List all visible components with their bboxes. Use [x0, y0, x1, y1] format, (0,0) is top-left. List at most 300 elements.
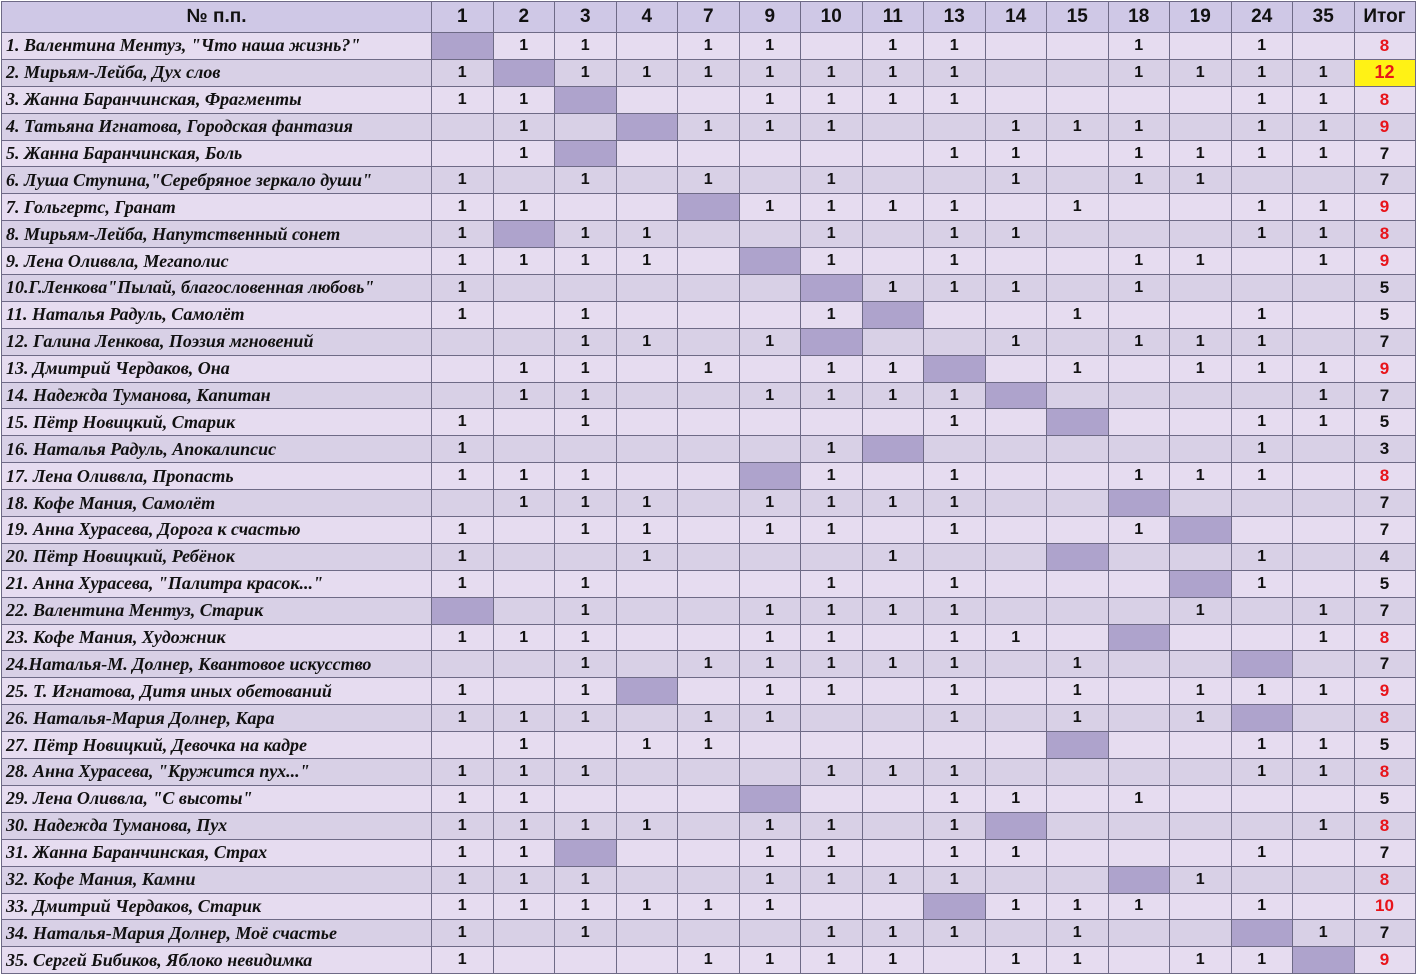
- vote-cell: [739, 543, 801, 570]
- vote-cell: [1108, 732, 1170, 759]
- vote-cell: [924, 167, 986, 194]
- vote-cell: 1: [739, 893, 801, 920]
- entry-name: 34. Наталья-Мария Долнер, Моё счастье: [2, 920, 432, 947]
- vote-cell: 1: [1170, 705, 1232, 732]
- vote-cell: 1: [739, 812, 801, 839]
- vote-cell: [1108, 301, 1170, 328]
- entry-name: 18. Кофе Мания, Самолёт: [2, 490, 432, 517]
- table-row: [2, 86, 1416, 113]
- vote-cell: 1: [555, 624, 617, 651]
- vote-cell: 1: [1047, 893, 1109, 920]
- vote-cell: [616, 947, 678, 974]
- vote-cell: [678, 275, 740, 302]
- vote-cell: [1170, 785, 1232, 812]
- vote-cell: 1: [924, 705, 986, 732]
- vote-cell: [985, 705, 1047, 732]
- vote-cell: 1: [432, 275, 494, 302]
- vote-cell: [678, 221, 740, 248]
- vote-cell: [1047, 570, 1109, 597]
- vote-cell: 1: [1293, 812, 1355, 839]
- vote-cell: 1: [432, 624, 494, 651]
- vote-cell: 1: [801, 436, 863, 463]
- vote-cell: [1293, 866, 1355, 893]
- vote-cell: [432, 382, 494, 409]
- vote-cell: [862, 705, 924, 732]
- vote-cell: 1: [1231, 463, 1293, 490]
- self-vote-cell: [1047, 543, 1109, 570]
- vote-cell: [801, 785, 863, 812]
- self-vote-cell: [1108, 866, 1170, 893]
- vote-cell: 1: [739, 113, 801, 140]
- vote-cell: 1: [1170, 328, 1232, 355]
- vote-cell: 1: [1170, 947, 1232, 974]
- vote-cell: 1: [1170, 678, 1232, 705]
- vote-cell: [678, 543, 740, 570]
- vote-cell: [1108, 86, 1170, 113]
- vote-cell: 1: [678, 33, 740, 60]
- vote-cell: [678, 678, 740, 705]
- vote-cell: [432, 113, 494, 140]
- table-row: [2, 436, 1416, 463]
- vote-cell: [616, 651, 678, 678]
- vote-cell: [862, 463, 924, 490]
- total-cell: 7: [1354, 382, 1415, 409]
- vote-cell: 1: [739, 33, 801, 60]
- vote-cell: [985, 517, 1047, 544]
- table-row: [2, 947, 1416, 974]
- vote-cell: [924, 947, 986, 974]
- entry-name: 2. Мирьям-Лейба, Дух слов: [2, 59, 432, 86]
- vote-cell: [493, 678, 555, 705]
- vote-cell: 1: [555, 866, 617, 893]
- vote-cell: 1: [862, 194, 924, 221]
- self-vote-cell: [1108, 624, 1170, 651]
- vote-cell: [1293, 490, 1355, 517]
- vote-cell: 1: [985, 893, 1047, 920]
- vote-cell: 1: [493, 113, 555, 140]
- vote-cell: [1108, 678, 1170, 705]
- vote-cell: [862, 893, 924, 920]
- total-cell: 3: [1354, 436, 1415, 463]
- vote-cell: [432, 328, 494, 355]
- vote-cell: 1: [555, 678, 617, 705]
- self-vote-cell: [555, 86, 617, 113]
- vote-cell: [616, 355, 678, 382]
- table-row: [2, 651, 1416, 678]
- vote-cell: [493, 301, 555, 328]
- vote-cell: 1: [432, 167, 494, 194]
- entry-name: 28. Анна Хурасева, "Кружится пух...": [2, 759, 432, 786]
- vote-cell: 1: [555, 409, 617, 436]
- table-row: [2, 59, 1416, 86]
- vote-cell: [616, 866, 678, 893]
- vote-cell: [493, 597, 555, 624]
- vote-cell: [493, 517, 555, 544]
- total-cell: 9: [1354, 194, 1415, 221]
- vote-cell: 1: [1231, 221, 1293, 248]
- total-cell: 8: [1354, 86, 1415, 113]
- header-column-4: 4: [616, 2, 678, 33]
- vote-cell: [862, 248, 924, 275]
- vote-cell: 1: [801, 839, 863, 866]
- total-cell: 8: [1354, 624, 1415, 651]
- vote-cell: [432, 355, 494, 382]
- vote-cell: 1: [1170, 355, 1232, 382]
- total-cell: 5: [1354, 275, 1415, 302]
- total-cell: 7: [1354, 140, 1415, 167]
- self-vote-cell: [985, 812, 1047, 839]
- vote-cell: 1: [801, 463, 863, 490]
- vote-cell: [1170, 33, 1232, 60]
- vote-cell: 1: [924, 785, 986, 812]
- total-cell: 9: [1354, 355, 1415, 382]
- header-column-1: 1: [432, 2, 494, 33]
- vote-cell: [678, 920, 740, 947]
- vote-cell: 1: [1047, 651, 1109, 678]
- vote-cell: [616, 301, 678, 328]
- vote-cell: 1: [739, 678, 801, 705]
- vote-cell: 1: [985, 624, 1047, 651]
- entry-name: 16. Наталья Радуль, Апокалипсис: [2, 436, 432, 463]
- vote-cell: [739, 275, 801, 302]
- vote-cell: [1108, 920, 1170, 947]
- vote-cell: [1108, 705, 1170, 732]
- vote-cell: [678, 812, 740, 839]
- vote-cell: [985, 678, 1047, 705]
- vote-cell: [493, 920, 555, 947]
- vote-cell: [678, 839, 740, 866]
- vote-cell: 1: [432, 409, 494, 436]
- vote-cell: 1: [1047, 301, 1109, 328]
- vote-cell: 1: [985, 140, 1047, 167]
- entry-name: 22. Валентина Ментуз, Старик: [2, 597, 432, 624]
- vote-cell: 1: [493, 785, 555, 812]
- total-cell: 4: [1354, 543, 1415, 570]
- vote-cell: [924, 543, 986, 570]
- vote-cell: [862, 221, 924, 248]
- vote-cell: 1: [555, 651, 617, 678]
- vote-cell: 1: [1231, 355, 1293, 382]
- vote-cell: 1: [985, 839, 1047, 866]
- vote-cell: [862, 732, 924, 759]
- table-row: [2, 221, 1416, 248]
- vote-cell: [1108, 355, 1170, 382]
- vote-cell: [862, 570, 924, 597]
- vote-cell: [1108, 839, 1170, 866]
- vote-cell: [616, 33, 678, 60]
- vote-cell: 1: [985, 328, 1047, 355]
- vote-cell: 1: [432, 301, 494, 328]
- vote-cell: [1108, 543, 1170, 570]
- table-row: [2, 839, 1416, 866]
- vote-cell: [678, 866, 740, 893]
- vote-cell: [862, 678, 924, 705]
- total-cell: 9: [1354, 947, 1415, 974]
- total-cell: 8: [1354, 705, 1415, 732]
- self-vote-cell: [1231, 651, 1293, 678]
- vote-cell: [678, 436, 740, 463]
- vote-cell: 1: [555, 597, 617, 624]
- vote-cell: 1: [1108, 113, 1170, 140]
- vote-cell: 1: [1108, 140, 1170, 167]
- header-column-3: 3: [555, 2, 617, 33]
- vote-cell: [985, 866, 1047, 893]
- vote-cell: 1: [432, 59, 494, 86]
- self-vote-cell: [1293, 947, 1355, 974]
- vote-cell: 1: [616, 59, 678, 86]
- table-row: [2, 759, 1416, 786]
- vote-cell: 1: [1231, 947, 1293, 974]
- vote-cell: [739, 355, 801, 382]
- vote-cell: 1: [862, 59, 924, 86]
- vote-cell: [1047, 490, 1109, 517]
- vote-cell: 1: [493, 866, 555, 893]
- vote-cell: 1: [555, 59, 617, 86]
- vote-cell: 1: [924, 920, 986, 947]
- vote-cell: 1: [678, 355, 740, 382]
- vote-cell: 1: [801, 678, 863, 705]
- self-vote-cell: [616, 113, 678, 140]
- vote-cell: [616, 597, 678, 624]
- vote-cell: [1170, 221, 1232, 248]
- vote-cell: 1: [555, 167, 617, 194]
- vote-cell: [862, 328, 924, 355]
- vote-cell: [985, 759, 1047, 786]
- vote-cell: 1: [1047, 705, 1109, 732]
- vote-cell: [985, 920, 1047, 947]
- vote-cell: [1047, 597, 1109, 624]
- vote-cell: 1: [924, 517, 986, 544]
- vote-cell: [1293, 570, 1355, 597]
- total-cell: 5: [1354, 301, 1415, 328]
- vote-cell: [1047, 140, 1109, 167]
- vote-cell: 1: [985, 785, 1047, 812]
- vote-cell: 1: [493, 490, 555, 517]
- vote-cell: 1: [432, 785, 494, 812]
- vote-cell: [1293, 785, 1355, 812]
- total-cell: 7: [1354, 328, 1415, 355]
- vote-cell: 1: [1231, 328, 1293, 355]
- vote-cell: 1: [493, 463, 555, 490]
- vote-cell: 1: [1293, 759, 1355, 786]
- vote-cell: 1: [739, 839, 801, 866]
- vote-cell: [924, 301, 986, 328]
- vote-cell: 1: [739, 59, 801, 86]
- header-column-2: 2: [493, 2, 555, 33]
- vote-cell: 1: [432, 839, 494, 866]
- vote-cell: [1047, 33, 1109, 60]
- vote-cell: [801, 705, 863, 732]
- vote-cell: 1: [924, 490, 986, 517]
- self-vote-cell: [924, 355, 986, 382]
- vote-cell: [862, 140, 924, 167]
- table-row: [2, 705, 1416, 732]
- vote-cell: [493, 409, 555, 436]
- vote-cell: [924, 328, 986, 355]
- vote-cell: 1: [432, 920, 494, 947]
- vote-cell: [493, 543, 555, 570]
- self-vote-cell: [616, 678, 678, 705]
- vote-cell: [555, 543, 617, 570]
- vote-cell: [1047, 167, 1109, 194]
- vote-cell: 1: [739, 194, 801, 221]
- entry-name: 15. Пётр Новицкий, Старик: [2, 409, 432, 436]
- vote-cell: [985, 490, 1047, 517]
- vote-cell: [493, 651, 555, 678]
- entry-name: 30. Надежда Туманова, Пух: [2, 812, 432, 839]
- vote-cell: 1: [1231, 59, 1293, 86]
- vote-cell: 1: [924, 275, 986, 302]
- vote-cell: 1: [1108, 275, 1170, 302]
- total-cell: 7: [1354, 517, 1415, 544]
- vote-cell: 1: [493, 839, 555, 866]
- vote-cell: [1231, 624, 1293, 651]
- entry-name: 33. Дмитрий Чердаков, Старик: [2, 893, 432, 920]
- entry-name: 10.Г.Ленкова"Пылай, благословенная любовь": [2, 275, 432, 302]
- vote-cell: [924, 436, 986, 463]
- vote-cell: 1: [862, 275, 924, 302]
- vote-cell: 1: [616, 517, 678, 544]
- vote-cell: [1047, 436, 1109, 463]
- total-cell: 8: [1354, 33, 1415, 60]
- header-column-18: 18: [1108, 2, 1170, 33]
- vote-cell: 1: [432, 812, 494, 839]
- vote-cell: [1108, 409, 1170, 436]
- vote-cell: [1231, 275, 1293, 302]
- vote-cell: 1: [432, 194, 494, 221]
- vote-cell: [739, 732, 801, 759]
- vote-cell: [493, 436, 555, 463]
- vote-cell: [555, 194, 617, 221]
- vote-cell: 1: [862, 597, 924, 624]
- self-vote-cell: [924, 893, 986, 920]
- vote-cell: 1: [924, 570, 986, 597]
- total-cell: 5: [1354, 409, 1415, 436]
- vote-cell: [985, 86, 1047, 113]
- vote-cell: 1: [616, 893, 678, 920]
- vote-cell: [985, 463, 1047, 490]
- vote-cell: [678, 140, 740, 167]
- vote-cell: 1: [493, 86, 555, 113]
- vote-cell: 1: [1293, 678, 1355, 705]
- vote-cell: [1170, 759, 1232, 786]
- total-cell: 7: [1354, 920, 1415, 947]
- total-cell: 8: [1354, 812, 1415, 839]
- vote-cell: 1: [924, 624, 986, 651]
- vote-cell: 1: [985, 947, 1047, 974]
- self-vote-cell: [739, 785, 801, 812]
- vote-cell: [493, 167, 555, 194]
- highlighted-total-cell: 12: [1354, 59, 1415, 86]
- vote-cell: 1: [555, 382, 617, 409]
- vote-cell: 1: [1047, 920, 1109, 947]
- vote-cell: [801, 409, 863, 436]
- vote-cell: [1231, 167, 1293, 194]
- vote-cell: 1: [1231, 113, 1293, 140]
- vote-cell: [1293, 651, 1355, 678]
- total-cell: 9: [1354, 678, 1415, 705]
- vote-cell: 1: [1293, 920, 1355, 947]
- vote-cell: [801, 732, 863, 759]
- vote-cell: [1108, 570, 1170, 597]
- vote-cell: [1047, 463, 1109, 490]
- vote-cell: 1: [1293, 409, 1355, 436]
- vote-cell: [739, 140, 801, 167]
- vote-cell: [555, 947, 617, 974]
- vote-cell: 1: [1170, 866, 1232, 893]
- table-row: [2, 167, 1416, 194]
- vote-cell: 1: [493, 248, 555, 275]
- total-cell: 7: [1354, 167, 1415, 194]
- vote-cell: 1: [555, 33, 617, 60]
- vote-cell: [739, 436, 801, 463]
- vote-cell: 1: [1108, 893, 1170, 920]
- vote-cell: [1170, 409, 1232, 436]
- vote-cell: [678, 301, 740, 328]
- vote-cell: [1047, 785, 1109, 812]
- vote-cell: [616, 436, 678, 463]
- vote-cell: [985, 543, 1047, 570]
- vote-cell: [1293, 839, 1355, 866]
- header-column-35: 35: [1293, 2, 1355, 33]
- vote-cell: 1: [432, 248, 494, 275]
- vote-cell: 1: [493, 812, 555, 839]
- vote-cell: 1: [555, 893, 617, 920]
- vote-cell: 1: [678, 167, 740, 194]
- vote-cell: [739, 920, 801, 947]
- vote-cell: 1: [616, 221, 678, 248]
- vote-cell: [985, 409, 1047, 436]
- vote-cell: 1: [616, 248, 678, 275]
- vote-cell: [1108, 436, 1170, 463]
- vote-cell: 1: [493, 732, 555, 759]
- entry-name: 31. Жанна Баранчинская, Страх: [2, 839, 432, 866]
- table-row: [2, 248, 1416, 275]
- vote-cell: [1170, 275, 1232, 302]
- self-vote-cell: [1047, 409, 1109, 436]
- vote-cell: 1: [493, 382, 555, 409]
- vote-cell: 1: [1293, 113, 1355, 140]
- vote-cell: 1: [555, 705, 617, 732]
- table-row: [2, 732, 1416, 759]
- vote-cell: [1170, 732, 1232, 759]
- vote-cell: [493, 947, 555, 974]
- vote-cell: 1: [1108, 785, 1170, 812]
- table-row: [2, 113, 1416, 140]
- vote-cell: [678, 409, 740, 436]
- vote-cell: 1: [1231, 759, 1293, 786]
- self-vote-cell: [432, 33, 494, 60]
- total-cell: 7: [1354, 651, 1415, 678]
- entry-name: 27. Пётр Новицкий, Девочка на кадре: [2, 732, 432, 759]
- self-vote-cell: [985, 382, 1047, 409]
- entry-name: 4. Татьяна Игнатова, Городская фантазия: [2, 113, 432, 140]
- vote-cell: [801, 140, 863, 167]
- vote-cell: [1170, 194, 1232, 221]
- vote-cell: 1: [1108, 463, 1170, 490]
- vote-cell: 1: [678, 705, 740, 732]
- vote-cell: [862, 624, 924, 651]
- vote-cell: [678, 597, 740, 624]
- vote-cell: 1: [1293, 59, 1355, 86]
- vote-cell: 1: [739, 705, 801, 732]
- vote-cell: [1170, 920, 1232, 947]
- total-cell: 5: [1354, 732, 1415, 759]
- vote-cell: [1047, 812, 1109, 839]
- vote-cell: [1047, 839, 1109, 866]
- vote-cell: 1: [1231, 436, 1293, 463]
- vote-cell: [1047, 86, 1109, 113]
